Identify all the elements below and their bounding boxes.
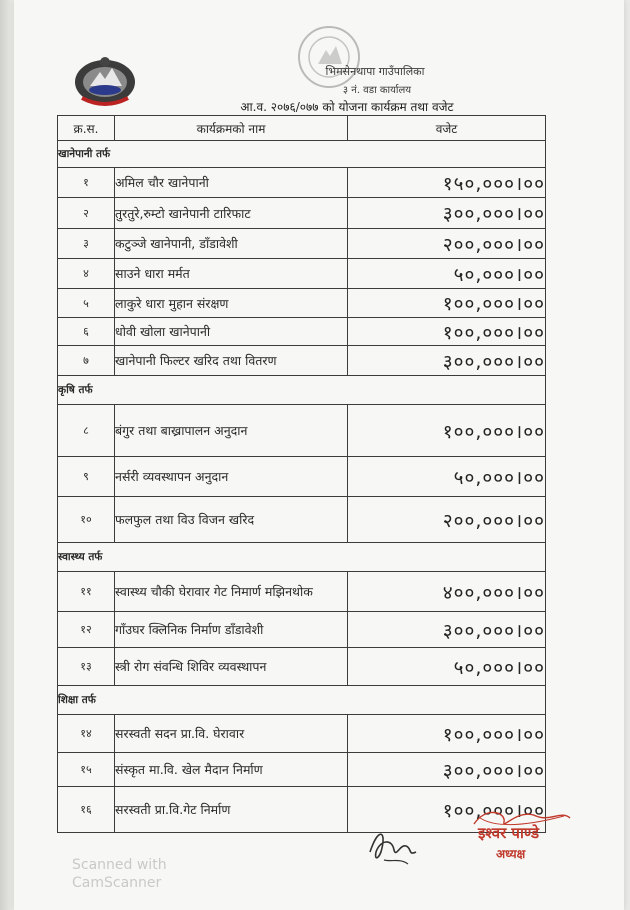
serial-number: १४ xyxy=(58,715,115,753)
table-row xyxy=(58,572,546,612)
budget-table xyxy=(57,115,546,833)
serial-number: ७ xyxy=(58,346,115,376)
col-header-sn: क्र.स. xyxy=(58,116,115,141)
watermark-line-2: CamScanner xyxy=(72,875,162,891)
budget-amount: ५०,०००।०० xyxy=(348,259,546,289)
table-row xyxy=(58,497,546,543)
program-name: साउने धारा मर्मत xyxy=(115,259,348,289)
ward-office-name: ३ नं. वडा कार्यालय xyxy=(342,85,412,96)
serial-number: ३ xyxy=(58,229,115,259)
col-header-program: कार्यक्रमको नाम xyxy=(115,116,348,141)
budget-amount: २००,०००।०० xyxy=(348,229,546,259)
program-name: गाँउघर क्लिनिक निर्माण डाँडावेशी xyxy=(115,612,348,648)
budget-amount: १००,०००।०० xyxy=(348,787,546,833)
table-row xyxy=(58,259,546,289)
serial-number: ११ xyxy=(58,572,115,612)
budget-amount: १००,०००।०० xyxy=(348,405,546,457)
table-row xyxy=(58,648,546,686)
office-stamp-icon xyxy=(296,24,362,90)
chair-title: अध्यक्ष xyxy=(496,847,526,861)
organization-name: भिमसेनथापा गाउँपालिका xyxy=(325,65,425,78)
category-row-health xyxy=(58,543,546,572)
table-row xyxy=(58,715,546,753)
col-header-budget: वजेट xyxy=(348,116,546,141)
page-edge-shadow xyxy=(0,0,14,910)
category-label: स्वास्थ्य तर्फ xyxy=(58,543,546,572)
budget-amount: ४००,०००।०० xyxy=(348,572,546,612)
budget-amount: १००,०००।०० xyxy=(348,289,546,318)
table-row xyxy=(58,318,546,346)
serial-number: १२ xyxy=(58,612,115,648)
chairperson-seal xyxy=(466,802,576,866)
watermark-line-1: Scanned with xyxy=(72,857,167,873)
budget-amount: १५०,०००।०० xyxy=(348,168,546,198)
program-name: बंगुर तथा बाख्रापालन अनुदान xyxy=(115,405,348,457)
chair-name: इश्वर पाण्डे xyxy=(478,824,539,842)
program-name: खानेपानी फिल्टर खरिद तथा वितरण xyxy=(115,346,348,376)
table-row xyxy=(58,346,546,376)
category-label: कृषि तर्फ xyxy=(58,376,546,405)
table-row xyxy=(58,168,546,198)
table-row xyxy=(58,457,546,497)
table-row xyxy=(58,405,546,457)
serial-number: १६ xyxy=(58,787,115,833)
scanner-watermark xyxy=(72,856,167,892)
program-name: नर्सरी व्यवस्थापन अनुदान xyxy=(115,457,348,497)
program-name: कटुञ्जे खानेपानी, डाँडावेशी xyxy=(115,229,348,259)
serial-number: ६ xyxy=(58,318,115,346)
serial-number: ८ xyxy=(58,405,115,457)
program-name: अमिल चौर खानेपानी xyxy=(115,168,348,198)
category-row-education xyxy=(58,686,546,715)
budget-amount: ५०,०००।०० xyxy=(348,648,546,686)
category-label: खानेपानी तर्फ xyxy=(58,141,546,168)
budget-amount: ३००,०००।०० xyxy=(348,753,546,787)
program-name: लाकुरे धारा मुहान संरक्षण xyxy=(115,289,348,318)
serial-number: १० xyxy=(58,497,115,543)
serial-number: १३ xyxy=(58,648,115,686)
budget-amount: १००,०००।०० xyxy=(348,318,546,346)
document-title: आ.व. २०७६/०७७ को योजना कार्यक्रम तथा वजेट xyxy=(240,100,454,114)
serial-number: ९ xyxy=(58,457,115,497)
table-header-row xyxy=(58,116,546,141)
serial-number: ५ xyxy=(58,289,115,318)
table-row xyxy=(58,612,546,648)
category-label: शिक्षा तर्फ xyxy=(58,686,546,715)
serial-number: ४ xyxy=(58,259,115,289)
serial-number: २ xyxy=(58,198,115,229)
program-name: स्त्री रोग संवन्धि शिविर व्यवस्थापन xyxy=(115,648,348,686)
table-row xyxy=(58,229,546,259)
budget-amount: ३००,०००।०० xyxy=(348,198,546,229)
category-row-agriculture xyxy=(58,376,546,405)
category-row-drinking-water xyxy=(58,141,546,168)
budget-amount: २००,०००।०० xyxy=(348,497,546,543)
signature-icon xyxy=(364,822,424,870)
program-name: धोवी खोला खानेपानी xyxy=(115,318,348,346)
serial-number: १५ xyxy=(58,753,115,787)
program-name: संस्कृत मा.वि. खेल मैदान निर्माण xyxy=(115,753,348,787)
program-name: सरस्वती प्रा.वि.गेट निर्माण xyxy=(115,787,348,833)
budget-amount: ३००,०००।०० xyxy=(348,346,546,376)
program-name: तुरतुरे,रुम्टो खानेपानी टारिफाट xyxy=(115,198,348,229)
program-name: सरस्वती सदन प्रा.वि. घेरावार xyxy=(115,715,348,753)
table-row xyxy=(58,289,546,318)
budget-amount: १००,०००।०० xyxy=(348,715,546,753)
program-name: स्वास्थ्य चौकी घेरावार गेट निमार्ण मझिनथोक xyxy=(115,572,348,612)
table-row xyxy=(58,198,546,229)
serial-number: १ xyxy=(58,168,115,198)
table-row xyxy=(58,753,546,787)
budget-amount: ३००,०००।०० xyxy=(348,612,546,648)
budget-amount: ५०,०००।०० xyxy=(348,457,546,497)
program-name: फलफुल तथा विउ विजन खरिद xyxy=(115,497,348,543)
